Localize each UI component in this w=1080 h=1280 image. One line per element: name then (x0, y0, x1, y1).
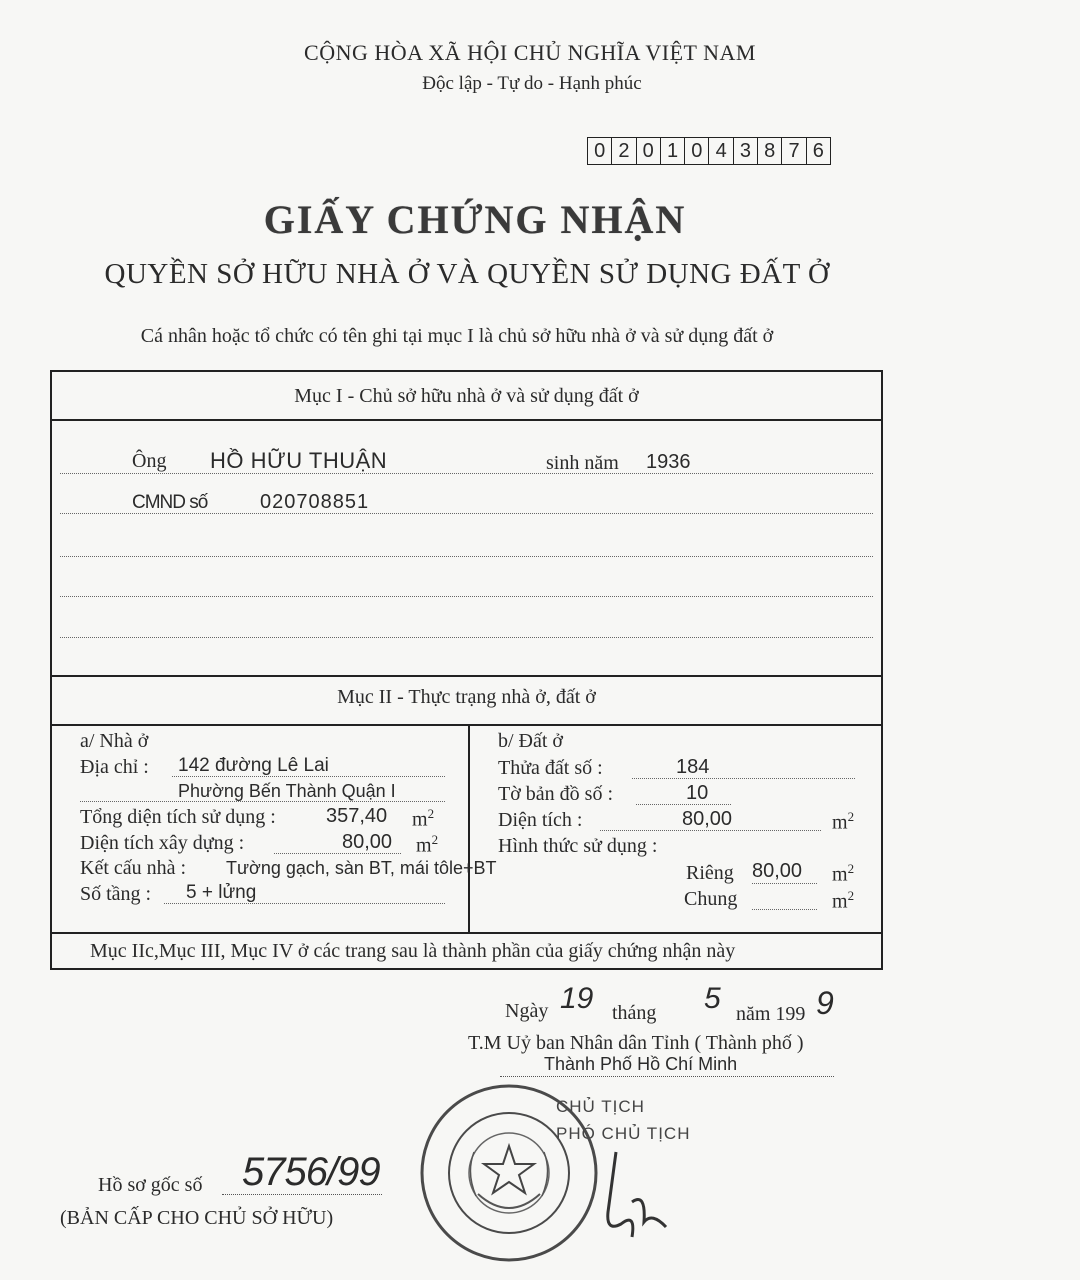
map-sheet-value: 10 (686, 782, 709, 804)
date-year-digit: 9 (816, 985, 834, 1021)
section1-heading: Mục I - Chủ sở hữu nhà ở và sử dụng đất ở (294, 385, 639, 407)
id-label: CMND số (132, 492, 208, 513)
floors-label: Số tầng : (80, 883, 152, 905)
section2-heading: Mục II - Thực trạng nhà ở, đất ở (337, 686, 596, 708)
unit-m2: $m^2$ (832, 809, 855, 834)
title-label: Ông (132, 450, 167, 472)
file-label: Hồ sơ gốc số (98, 1174, 203, 1196)
address-line1: 142 đường Lê Lai (178, 755, 329, 776)
authority-line1: T.M Uỷ ban Nhân dân Tỉnh ( Thành phố ) (468, 1032, 804, 1054)
authority-title-vice-chairman: PHÓ CHỦ TỊCH (556, 1124, 691, 1143)
serial-digit: 3 (734, 138, 758, 164)
total-area-label: Tổng diện tích sử dụng : (80, 806, 276, 828)
birth-year: 1936 (646, 451, 691, 473)
parcel-label: Thửa đất số : (498, 757, 603, 779)
structure-label: Kết cấu nhà : (80, 857, 187, 879)
map-sheet-label: Tờ bản đồ số : (498, 783, 614, 805)
serial-digit: 0 (637, 138, 661, 164)
build-area-label: Diện tích xây dựng : (80, 832, 245, 854)
date-day: 19 (560, 982, 594, 1015)
date-year-label: năm 199 (736, 1003, 806, 1025)
private-label: Riêng (686, 862, 734, 884)
date-day-label: Ngày (505, 1000, 549, 1022)
parcel-value: 184 (676, 756, 710, 778)
serial-digit: 2 (612, 138, 636, 164)
signature (586, 1142, 676, 1242)
shared-label: Chung (684, 888, 738, 910)
authority-title-chairman: CHỦ TỊCH (556, 1097, 645, 1116)
certificate-title: GIẤY CHỨNG NHẬN (263, 197, 687, 242)
unit-m2: $m^2$ (832, 888, 855, 913)
official-seal (418, 1082, 600, 1264)
total-area-value: 357,40 (326, 805, 388, 827)
serial-digit: 7 (782, 138, 806, 164)
certificate-subtitle: QUYỀN SỞ HỮU NHÀ Ở VÀ QUYỀN SỬ DỤNG ĐẤT Ở (104, 258, 830, 290)
birth-label: sinh năm (546, 452, 619, 474)
land-area-label: Diện tích : (498, 809, 583, 831)
unit-m2: $m^2$ (832, 861, 855, 886)
floors-value: 5 + lửng (186, 882, 257, 903)
footer-note: Mục IIc,Mục III, Mục IV ở các trang sau là thành phần của giấy chứng nhận này (90, 940, 736, 962)
serial-number-box (587, 137, 831, 165)
serial-digit: 8 (758, 138, 782, 164)
id-number: 020708851 (260, 491, 370, 513)
country-header: CỘNG HÒA XÃ HỘI CHỦ NGHĨA VIỆT NAM (304, 40, 756, 65)
land-area-value: 80,00 (682, 808, 733, 830)
usage-label: Hình thức sử dụng : (498, 835, 658, 857)
address-label: Địa chỉ : (80, 756, 149, 778)
file-number: 5756/99 (242, 1150, 380, 1194)
house-heading: a/ Nhà ở (80, 730, 149, 752)
intro-text: Cá nhân hoặc tổ chức có tên ghi tại mục I là chủ sở hữu nhà ở và sử dụng đất ở (140, 325, 774, 347)
date-month: 5 (704, 982, 721, 1015)
serial-digit: 0 (588, 138, 612, 164)
structure-value: Tường gạch, sàn BT, mái tôle+BT (226, 858, 497, 878)
date-month-label: tháng (612, 1002, 657, 1024)
serial-digit: 0 (685, 138, 709, 164)
copy-note: (BẢN CẤP CHO CHỦ SỞ HỮU) (60, 1207, 334, 1229)
land-heading: b/ Đất ở (498, 730, 564, 752)
authority-line2: Thành Phố Hồ Chí Minh (544, 1054, 738, 1074)
motto: Độc lập - Tự do - Hạnh phúc (422, 73, 642, 94)
serial-digit: 4 (709, 138, 733, 164)
unit-m2: $m^2$ (416, 832, 439, 857)
certificate-form (50, 370, 883, 970)
private-area-value: 80,00 (752, 860, 803, 882)
unit-m2: $m^2$ (412, 806, 435, 831)
build-area-value: 80,00 (342, 831, 393, 853)
owner-name: HỒ HỮU THUẬN (210, 448, 388, 473)
serial-digit: 1 (661, 138, 685, 164)
address-line2: Phường Bến Thành Quận I (178, 781, 396, 801)
serial-digit: 6 (812, 140, 824, 162)
